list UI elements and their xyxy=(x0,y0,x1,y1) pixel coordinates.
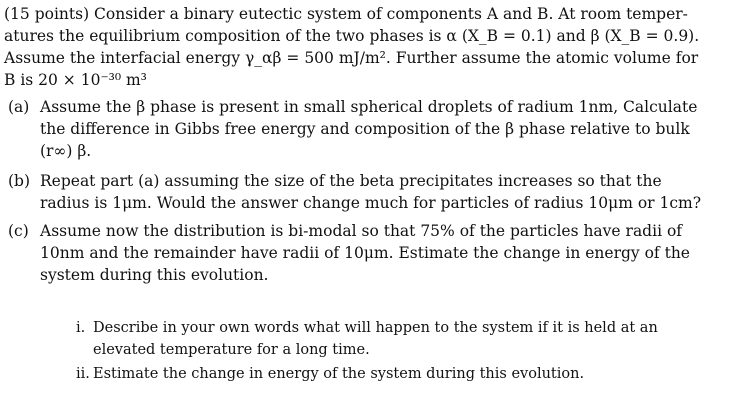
part-c-line: 10nm and the remainder have radii of 10μm. Estimate the change in energy of the xyxy=(40,244,690,262)
part-b-line: Repeat part (a) assuming the size of the beta precipitates increases so that the xyxy=(40,172,662,190)
part-a-text xyxy=(40,96,698,162)
subpart-ii-label: ii. xyxy=(76,366,90,382)
part-a-line: (r∞) β. xyxy=(40,142,92,160)
part-a-label: (a) xyxy=(8,98,30,116)
subpart-i-text xyxy=(93,317,676,361)
part-a-line: the difference in Gibbs free energy and composition of the β phase relative to bulk xyxy=(40,120,690,138)
subpart-i-line: Describe in your own words what will happen to the system if it is held at an xyxy=(93,320,658,336)
part-c-text xyxy=(40,220,688,286)
part-c-label: (c) xyxy=(8,222,29,240)
part-b xyxy=(8,170,702,214)
part-c xyxy=(8,220,688,286)
intro-line: (15 points) Consider a binary eutectic system of components A and B. At room temper- xyxy=(4,5,688,23)
part-a xyxy=(8,96,698,162)
subpart-ii-line: Estimate the change in energy of the system during this evolution. xyxy=(93,366,585,382)
part-b-text xyxy=(40,170,702,214)
subpart-ii xyxy=(76,363,676,385)
part-b-line: radius is 1μm. Would the answer change much for particles of radius 10μm or 1cm? xyxy=(40,194,702,212)
part-c-line: system during this evolution. xyxy=(40,266,269,284)
subpart-i xyxy=(76,317,676,361)
part-a-line: Assume the β phase is present in small spherical droplets of radium 1nm, Calculate xyxy=(40,98,698,116)
subpart-i-label: i. xyxy=(76,320,86,336)
subpart-ii-text xyxy=(93,363,676,385)
problem-intro xyxy=(4,3,700,91)
part-c-line: Assume now the distribution is bi-modal so that 75% of the particles have radii of xyxy=(40,222,683,240)
intro-line: atures the equilibrium composition of the two phases is α (X_B = 0.1) and β (X_B = 0.9). xyxy=(4,27,700,45)
intro-line: Assume the interfacial energy γ_αβ = 500 mJ/m². Further assume the atomic volume for xyxy=(4,49,699,67)
intro-line: B is 20 × 10⁻³⁰ m³ xyxy=(4,71,147,89)
part-b-label: (b) xyxy=(8,172,31,190)
subpart-i-line: elevated temperature for a long time. xyxy=(93,342,370,358)
